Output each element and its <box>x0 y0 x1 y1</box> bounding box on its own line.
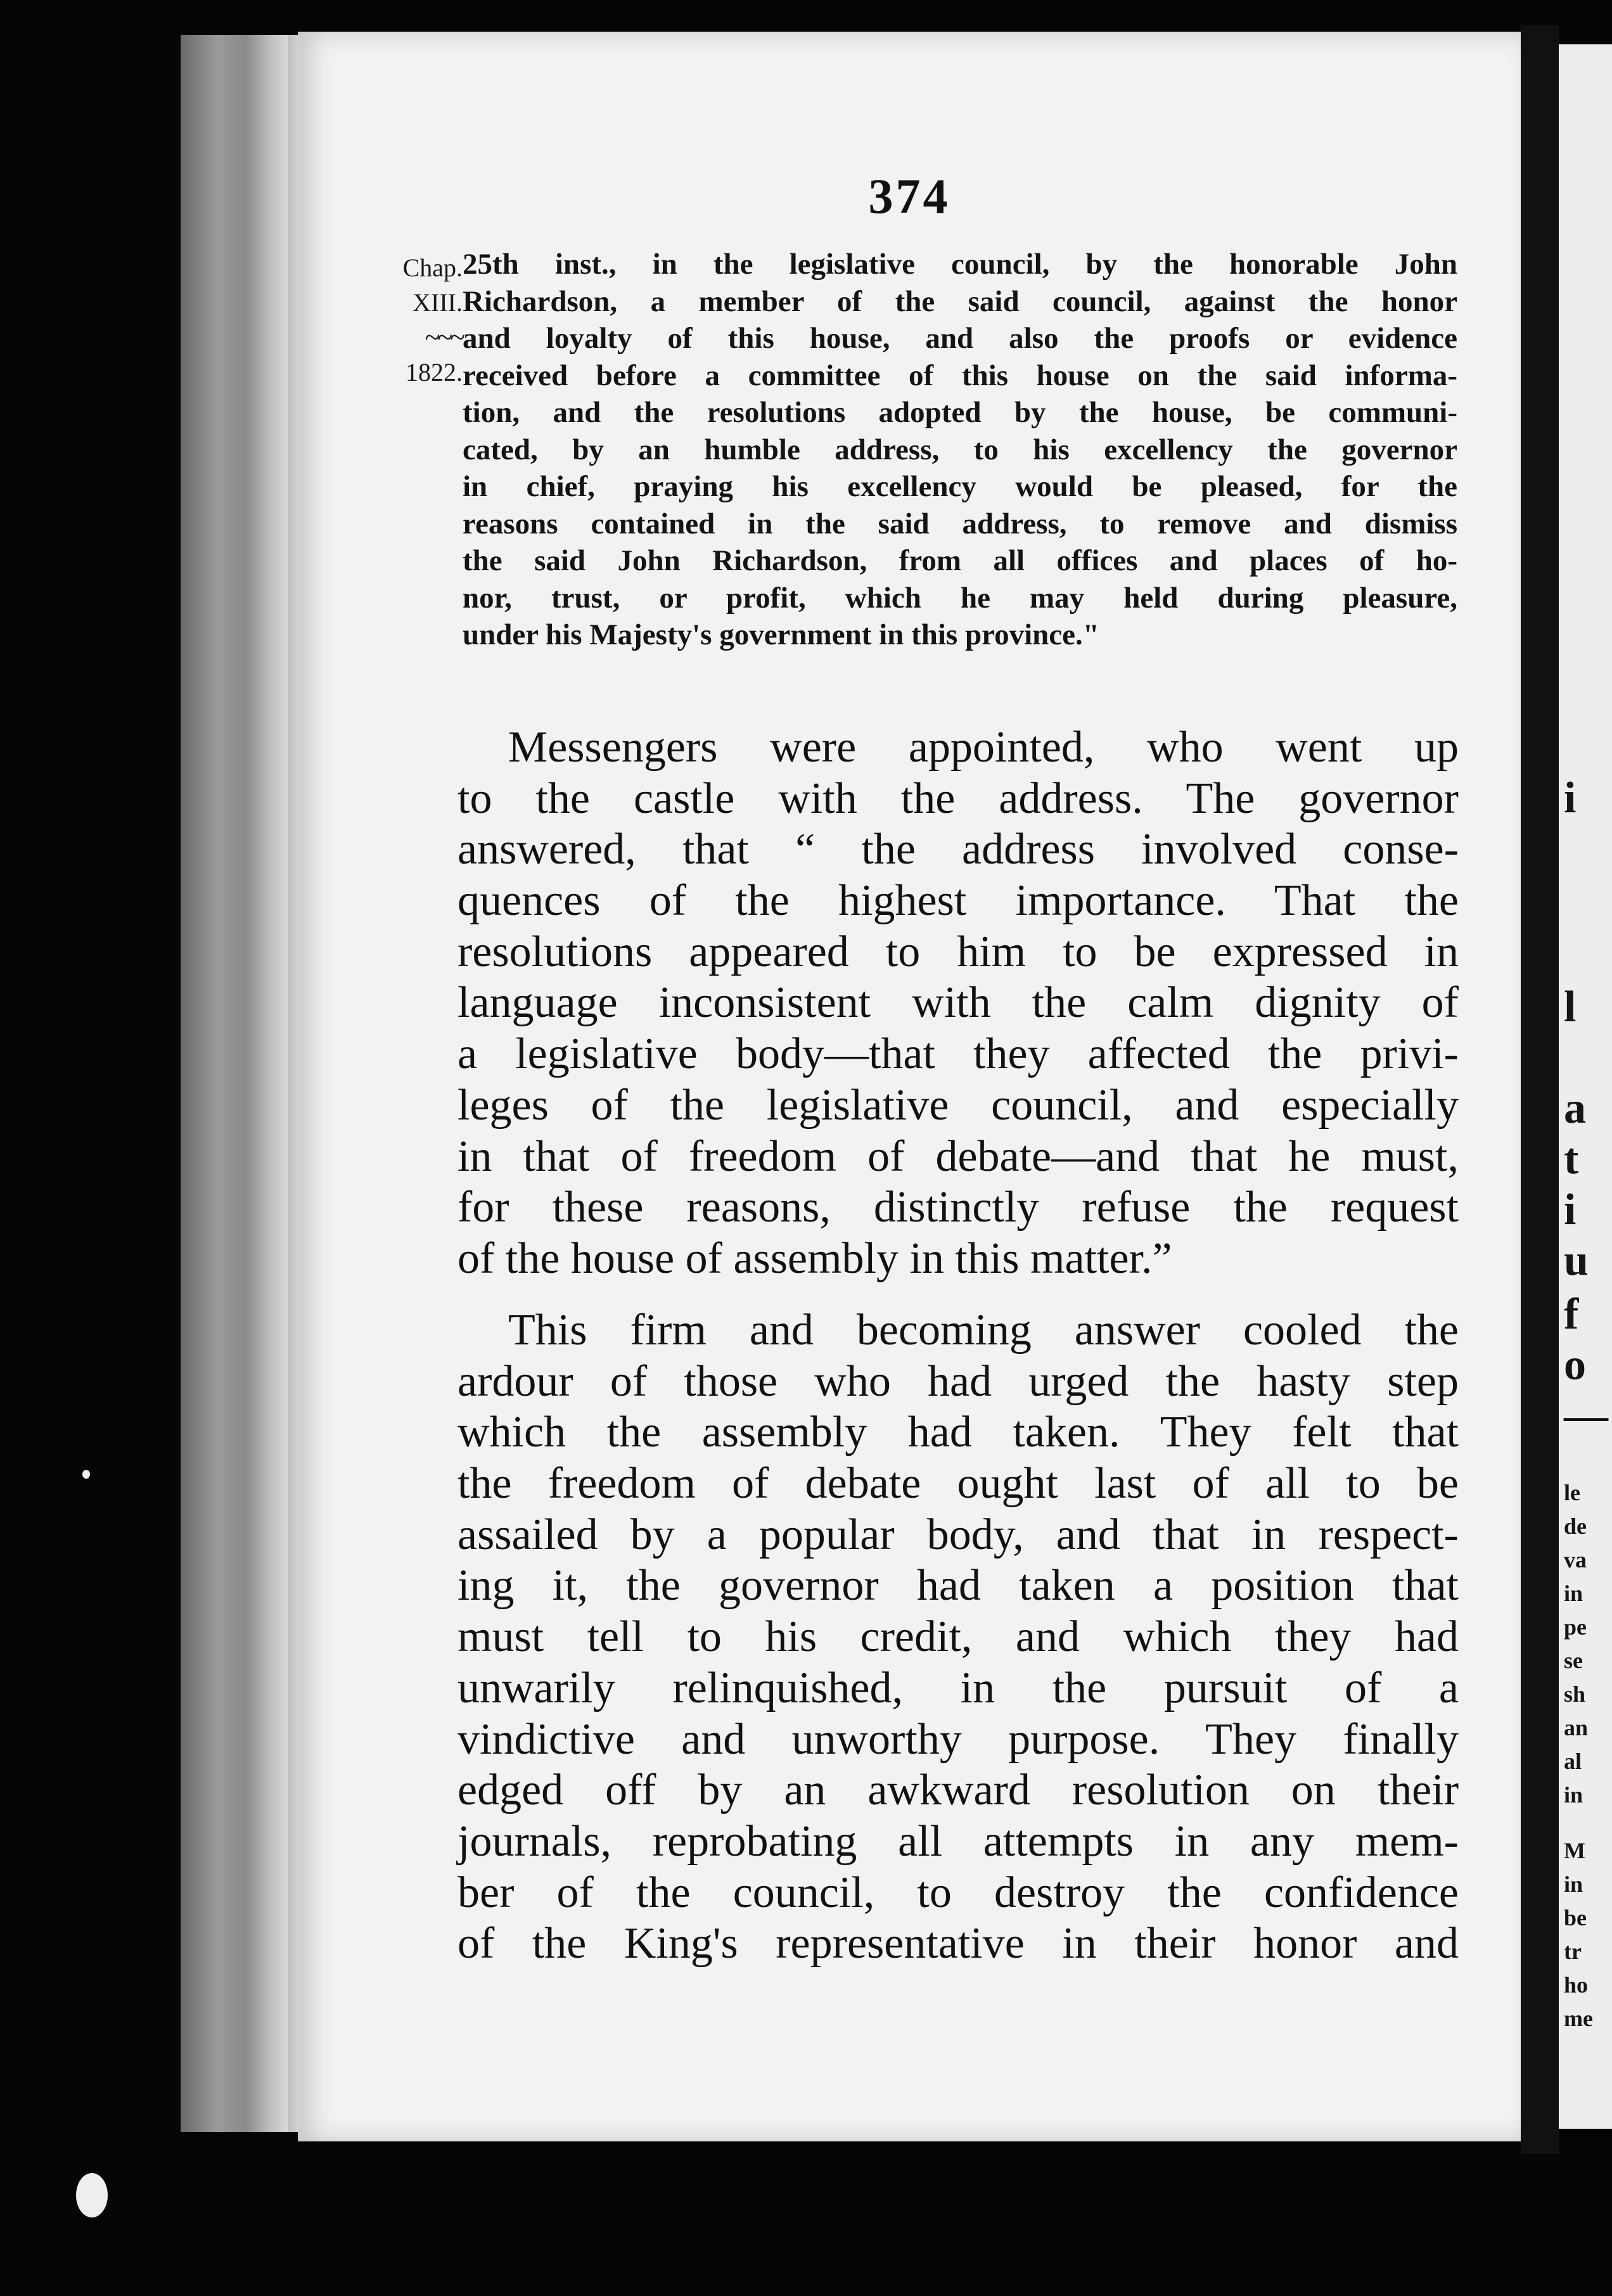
text-line: for these reasons, distinctly refuse the request <box>457 1183 1459 1232</box>
page-number: 374 <box>868 169 950 224</box>
text-line: Messengers were appointed, who went up <box>508 723 1459 772</box>
margin-note <box>368 250 463 390</box>
scan-speck <box>76 2173 108 2217</box>
text-line: leges of the legislative council, and especially <box>457 1080 1459 1130</box>
text-line: cated, by an humble address, to his excellency the governor <box>463 433 1457 466</box>
text-line: the freedom of debate ought last of all to be <box>457 1459 1459 1508</box>
text-line: nor, trust, or profit, which he may held during pleasure, <box>463 581 1457 615</box>
text-line: language inconsistent with the calm dignity of <box>457 978 1459 1028</box>
facing-text-fragment: f <box>1564 1290 1579 1339</box>
text-line: in chief, praying his excellency would be pleased, for the <box>463 470 1457 503</box>
facing-page-fragment <box>1559 44 1612 2129</box>
facing-text-fragment: be <box>1564 1905 1587 1930</box>
text-line: of the house of assembly in this matter.” <box>457 1234 1172 1283</box>
text-line: journals, reprobating all attempts in any mem- <box>457 1816 1459 1866</box>
text-line: tion, and the resolutions adopted by the house, be communi- <box>463 396 1457 429</box>
text-line: of the King's representative in their honor and <box>457 1919 1459 1968</box>
text-line: in that of freedom of debate—and that he must, <box>457 1132 1459 1181</box>
facing-text-fragment: in <box>1564 1581 1583 1606</box>
facing-text-fragment: sh <box>1564 1681 1586 1707</box>
facing-text-fragment: a <box>1564 1084 1586 1133</box>
scan-speck <box>82 1470 90 1479</box>
text-line: must tell to his credit, and which they had <box>457 1612 1459 1662</box>
text-line: assailed by a popular body, and that in respect- <box>457 1510 1459 1559</box>
paragraph-firm-answer <box>457 1305 1459 1970</box>
text-line: under his Majesty's government in this province." <box>463 618 1099 651</box>
facing-text-fragment: l <box>1564 983 1577 1031</box>
text-line: ardour of those who had urged the hasty step <box>457 1356 1459 1406</box>
facing-text-fragment: ho <box>1564 1972 1589 1998</box>
facing-text-fragment: — <box>1564 1391 1608 1440</box>
facing-text-fragment: pe <box>1564 1614 1587 1640</box>
facing-text-fragment: de <box>1564 1514 1587 1539</box>
facing-text-fragment: u <box>1564 1236 1589 1285</box>
facing-text-fragment: o <box>1564 1341 1586 1389</box>
paragraph-messengers <box>457 722 1459 1285</box>
quoted-resolution <box>463 246 1457 654</box>
text-line: ing it, the governor had taken a position that <box>457 1561 1459 1610</box>
margin-note-numeral: XIII. <box>413 288 463 317</box>
facing-text-fragment: tr <box>1564 1939 1582 1964</box>
margin-note-year: 1822. <box>406 358 463 386</box>
text-line: received before a committee of this house on the said informa- <box>463 359 1457 392</box>
text-line: a legislative body—that they affected the privi- <box>457 1030 1459 1079</box>
facing-text-fragment: M <box>1564 1838 1585 1863</box>
facing-text-fragment: in <box>1564 1872 1583 1897</box>
text-line: and loyalty of this house, and also the proofs or evidence <box>463 322 1457 355</box>
text-line: reasons contained in the said address, to remove and dismiss <box>463 507 1457 540</box>
text-line: answered, that “ the address involved conse- <box>457 825 1459 874</box>
facing-text-fragment: va <box>1564 1547 1587 1572</box>
facing-text-fragment: t <box>1564 1135 1579 1183</box>
text-line: ber of the council, to destroy the confidence <box>457 1868 1459 1917</box>
margin-note-chapter: Chap. <box>402 253 463 282</box>
facing-text-fragment: al <box>1564 1749 1582 1774</box>
margin-note-ornament: ~~~ <box>425 322 463 353</box>
text-line: 25th inst., in the legislative council, by the honorable John <box>463 248 1457 281</box>
facing-text-fragment: in <box>1564 1782 1583 1808</box>
text-line: vindictive and unworthy purpose. They finally <box>457 1714 1459 1764</box>
book-page-edges <box>181 35 290 2132</box>
text-line: This firm and becoming answer cooled the <box>508 1306 1459 1355</box>
text-line: to the castle with the address. The governor <box>457 774 1459 823</box>
facing-text-fragment: i <box>1564 1185 1577 1234</box>
text-line: which the assembly had taken. They felt that <box>457 1408 1459 1457</box>
facing-text-fragment: an <box>1564 1715 1589 1740</box>
book-gutter <box>1521 25 1559 2154</box>
text-line: resolutions appeared to him to be expressed in <box>457 927 1459 976</box>
facing-text-fragment: le <box>1564 1480 1580 1505</box>
text-line: Richardson, a member of the said council, against the honor <box>463 284 1457 318</box>
facing-text-fragment: se <box>1564 1648 1583 1673</box>
facing-text-fragment: i <box>1564 774 1577 822</box>
text-line: the said John Richardson, from all offices and places of ho- <box>463 544 1457 577</box>
facing-text-fragment: me <box>1564 2006 1593 2031</box>
text-line: quences of the highest importance. That the <box>457 876 1459 926</box>
text-line: edged off by an awkward resolution on their <box>457 1766 1459 1815</box>
text-line: unwarily relinquished, in the pursuit of a <box>457 1663 1459 1712</box>
